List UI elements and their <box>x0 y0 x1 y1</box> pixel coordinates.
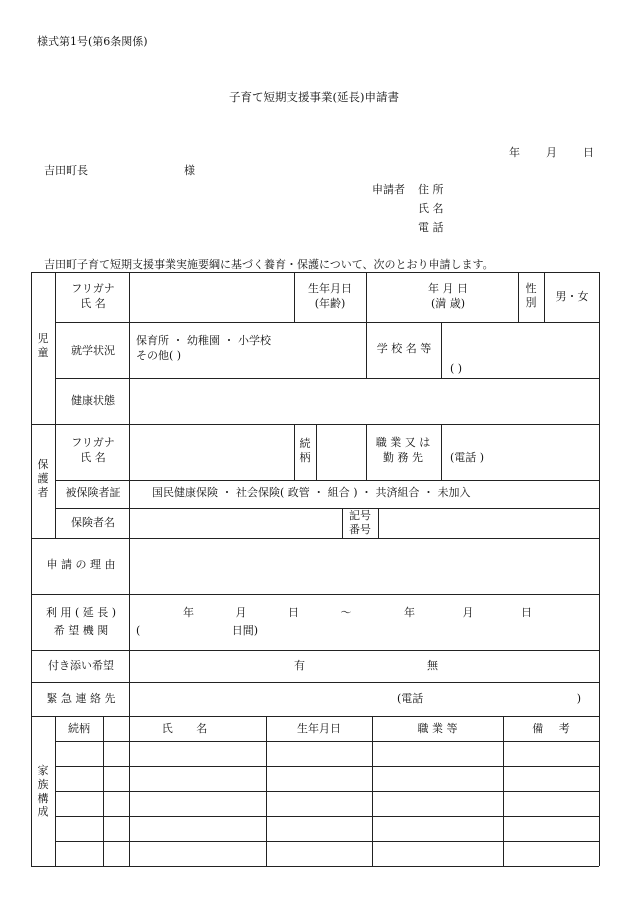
school-options-line2: その他( ) <box>136 349 182 362</box>
date-day-label: 日 <box>583 146 594 159</box>
guardian-section-label: 保 護 者 <box>37 458 49 499</box>
child-age-label: (年齢) <box>314 297 346 310</box>
child-birth-date: 年 月 日 <box>428 282 468 295</box>
family-header-name: 氏 名 <box>161 722 208 735</box>
occupation-label-line2: 勤 務 先 <box>383 451 423 464</box>
period-label-line2: 希 望 機 関 <box>53 624 109 637</box>
attendance-label: 付き添い希望 <box>48 659 114 672</box>
child-sex-options: 男・女 <box>555 290 589 303</box>
health-label: 健康状態 <box>71 394 115 407</box>
school-status-label: 就学状況 <box>71 344 115 357</box>
period-from: 年 月 日 〜 <box>183 606 352 619</box>
family-header-occupation: 職 業 等 <box>417 722 458 735</box>
child-furigana-label: フリガナ <box>71 282 115 295</box>
occupation-label-line1: 職 業 又 は <box>375 436 431 449</box>
insurer-name-label: 保険者名 <box>71 516 115 529</box>
family-header-notes: 備 考 <box>532 722 570 735</box>
school-options-line1: 保育所 ・ 幼稚園 ・ 小学校 <box>136 334 271 347</box>
child-name-label: 氏 名 <box>80 297 106 310</box>
child-sex-label: 性 別 <box>525 282 537 309</box>
date-year-label: 年 <box>509 146 520 159</box>
period-label-line1: 利 用 ( 延 長 ) <box>45 606 117 619</box>
child-birth-label: 生年月日 <box>308 282 352 295</box>
guardian-relation-label: 続 柄 <box>299 437 311 464</box>
applicant-label: 申請者 <box>372 183 405 196</box>
school-name-label: 学 校 名 等 <box>376 342 432 355</box>
child-section-label: 児 童 <box>37 332 49 359</box>
period-days: ( 日間) <box>136 624 259 637</box>
form-title: 子育て短期支援事業(延長)申請書 <box>229 90 399 104</box>
applicant-phone-label: 電 話 <box>418 221 444 234</box>
form-number: 様式第1号(第6条関係) <box>37 35 148 48</box>
guardian-name-label: 氏 名 <box>80 451 106 464</box>
applicant-name-label: 氏 名 <box>418 202 444 215</box>
guardian-phone: (電話 ) <box>450 451 485 464</box>
insurance-options: 国民健康保険 ・ 社会保険( 政管 ・ 組合 ) ・ 共済組合 ・ 未加入 <box>152 486 471 499</box>
date-month-label: 月 <box>546 146 557 159</box>
guardian-furigana-label: フリガナ <box>71 436 115 449</box>
attendance-no: 無 <box>427 659 438 672</box>
number-label: 番号 <box>349 523 371 536</box>
school-name-paren: ( ) <box>450 362 463 375</box>
insured-cert-label: 被保険者証 <box>65 486 121 499</box>
emergency-phone: (電話 ) <box>397 692 582 705</box>
period-to: 年 月 日 <box>404 606 532 619</box>
statement: 吉田町子育て短期支援事業実施要綱に基づく養育・保護について、次のとおり申請します。 <box>44 258 494 271</box>
symbol-label: 記号 <box>349 509 371 522</box>
family-header-birthdate: 生年月日 <box>297 722 341 735</box>
emergency-label: 緊 急 連 絡 先 <box>46 692 116 705</box>
honorific: 様 <box>184 164 195 177</box>
reason-label: 申 請 の 理 由 <box>46 558 116 571</box>
family-header-relation: 続柄 <box>68 722 90 735</box>
child-age-value: (満 歳) <box>430 297 466 310</box>
attendance-yes: 有 <box>294 659 305 672</box>
family-section-label: 家 族 構 成 <box>37 764 49 819</box>
applicant-address-label: 住 所 <box>418 183 444 196</box>
addressee: 吉田町長 <box>44 164 88 177</box>
